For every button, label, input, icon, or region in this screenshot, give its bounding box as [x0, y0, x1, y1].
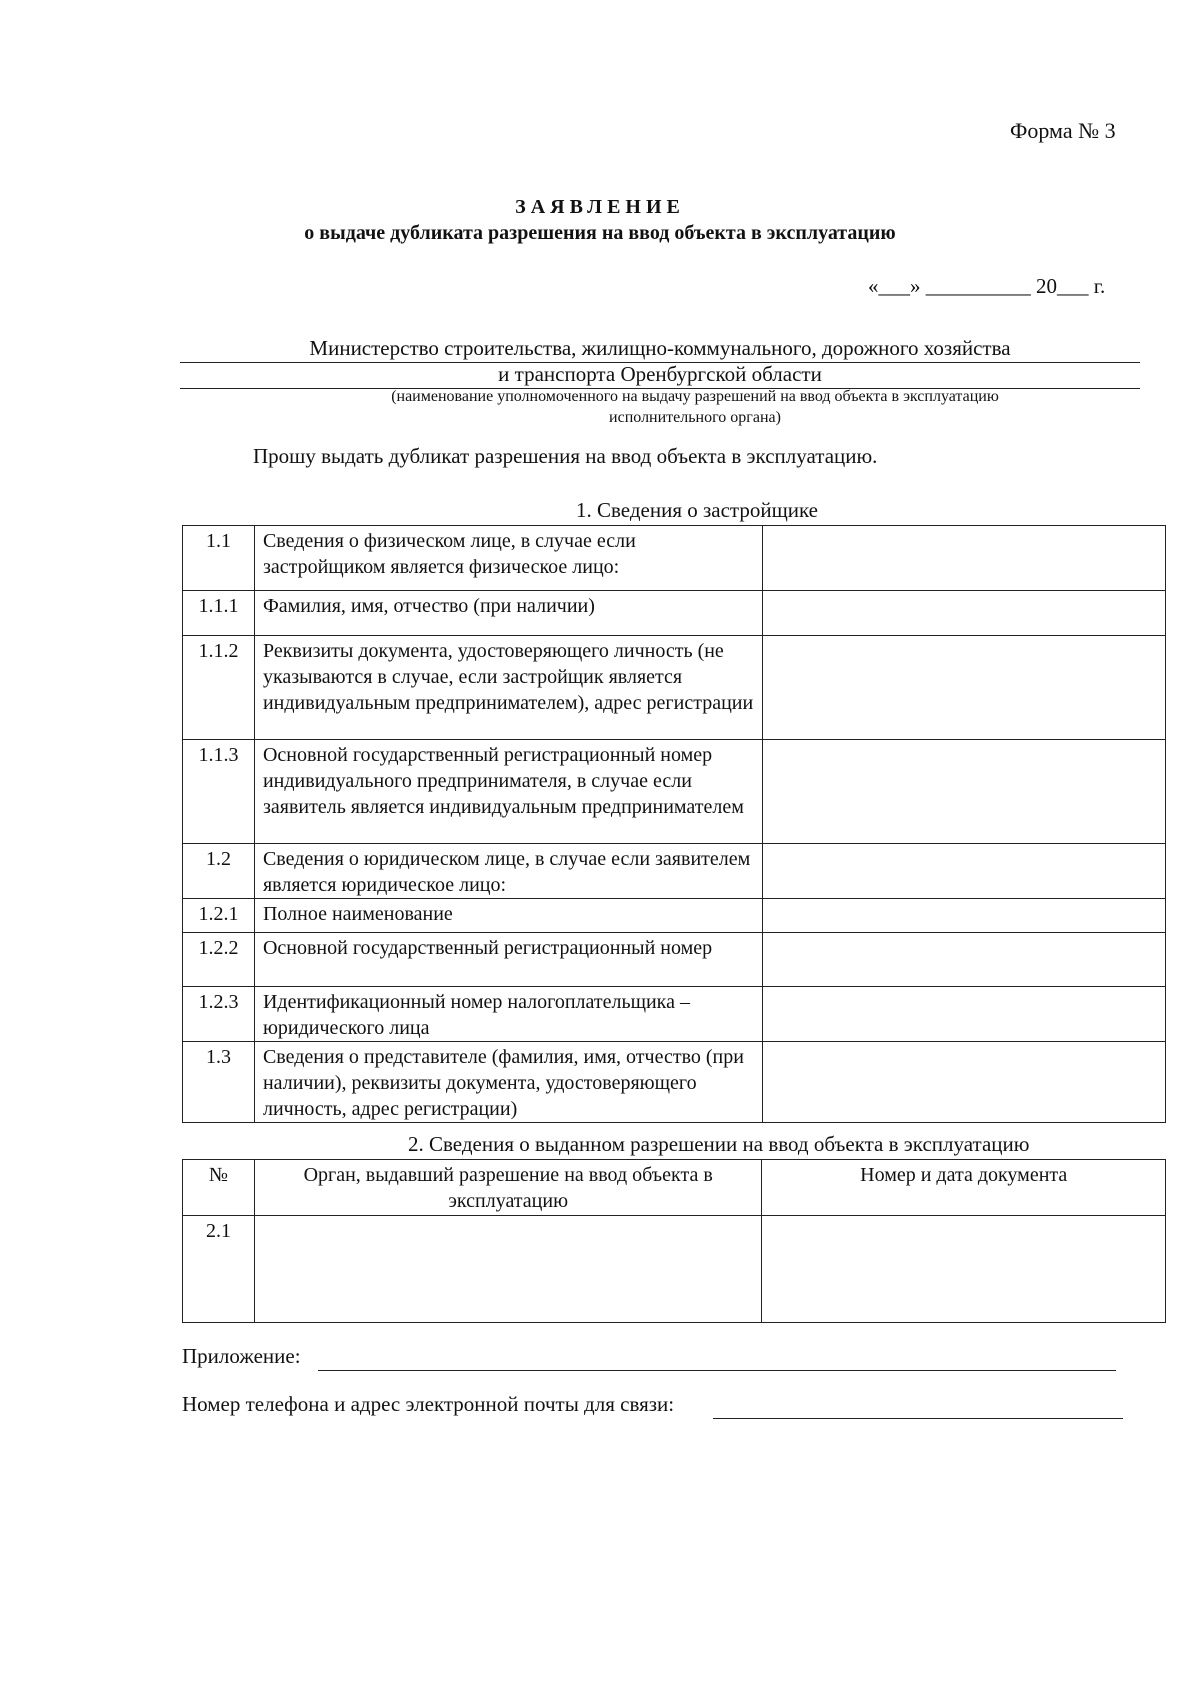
row-number: 1.1.3 — [183, 740, 255, 844]
row-label: Полное наименование — [254, 899, 762, 933]
request-text: Прошу выдать дубликат разрешения на ввод объекта в эксплуатацию. — [253, 444, 878, 468]
contact-label: Номер телефона и адрес электронной почты для связи: — [182, 1392, 675, 1416]
authority-line-1: Министерство строительства, жилищно-коммунального, дорожного хозяйства — [309, 336, 1011, 360]
row-label: Идентификационный номер налогоплательщика – юридического лица — [254, 987, 762, 1042]
table-header-row — [183, 1160, 1166, 1216]
column-header-authority: Орган, выдавший разрешение на ввод объекта в эксплуатацию — [254, 1160, 761, 1216]
number-date-value-cell[interactable] — [762, 1216, 1166, 1323]
row-value-cell[interactable] — [762, 740, 1165, 844]
row-value-cell[interactable] — [762, 636, 1165, 740]
table-row — [183, 899, 1166, 933]
row-number: 1.3 — [183, 1042, 255, 1123]
row-label: Реквизиты документа, удостоверяющего личность (не указываются в случае, если застройщик является индивидуальным предпринимателем), адрес регистрации — [254, 636, 762, 740]
attachment-label: Приложение: — [182, 1344, 301, 1368]
table-row — [183, 591, 1166, 636]
row-label: Сведения о представителе (фамилия, имя, отчество (при наличии), реквизиты документа, удостоверяющего личность, адрес регистрации) — [254, 1042, 762, 1123]
row-label: Сведения о юридическом лице, в случае если заявителем является юридическое лицо: — [254, 844, 762, 899]
contact-field[interactable] — [713, 1392, 1123, 1419]
table-row — [183, 1216, 1166, 1323]
row-label: Сведения о физическом лице, в случае если застройщиком является физическое лицо: — [254, 526, 762, 591]
row-number: 1.1.2 — [183, 636, 255, 740]
section2-title: 2. Сведения о выданном разрешении на ввод объекта в эксплуатацию — [408, 1132, 1030, 1156]
date-field[interactable]: «___» __________ 20___ г. — [868, 274, 1106, 298]
row-label: Фамилия, имя, отчество (при наличии) — [254, 591, 762, 636]
authority-hint-2: исполнительного органа) — [609, 409, 781, 426]
row-value-cell[interactable] — [762, 899, 1165, 933]
table-row — [183, 987, 1166, 1042]
column-header-number: № — [183, 1160, 255, 1216]
row-number: 1.2.3 — [183, 987, 255, 1042]
row-number: 2.1 — [183, 1216, 255, 1323]
row-label: Основной государственный регистрационный номер индивидуального предпринимателя, в случае если заявитель является индивидуальным предпринимателем — [254, 740, 762, 844]
authority-hint-1: (наименование уполномоченного на выдачу разрешений на ввод объекта в эксплуатацию — [391, 388, 999, 405]
section1-title: 1. Сведения о застройщике — [576, 498, 819, 522]
table-row — [183, 526, 1166, 591]
row-number: 1.1.1 — [183, 591, 255, 636]
form-number: Форма № 3 — [1010, 118, 1116, 143]
table-row — [183, 844, 1166, 899]
row-number: 1.1 — [183, 526, 255, 591]
row-value-cell[interactable] — [762, 526, 1165, 591]
row-label: Основной государственный регистрационный номер — [254, 933, 762, 987]
document-subtitle: о выдаче дубликата разрешения на ввод объекта в эксплуатацию — [304, 222, 896, 244]
permit-info-table — [182, 1159, 1166, 1323]
table-row — [183, 636, 1166, 740]
table-row — [183, 740, 1166, 844]
table-row — [183, 1042, 1166, 1123]
developer-info-table — [182, 525, 1166, 1123]
column-header-number-date: Номер и дата документа — [762, 1160, 1166, 1216]
table-row — [183, 933, 1166, 987]
row-value-cell[interactable] — [762, 844, 1165, 899]
row-value-cell[interactable] — [762, 591, 1165, 636]
authority-line-2: и транспорта Оренбургской области — [498, 362, 822, 386]
document-title: ЗАЯВЛЕНИЕ — [515, 196, 685, 218]
row-value-cell[interactable] — [762, 933, 1165, 987]
row-number: 1.2 — [183, 844, 255, 899]
row-number: 1.2.1 — [183, 899, 255, 933]
authority-value-cell[interactable] — [254, 1216, 761, 1323]
row-value-cell[interactable] — [762, 987, 1165, 1042]
row-value-cell[interactable] — [762, 1042, 1165, 1123]
row-number: 1.2.2 — [183, 933, 255, 987]
attachment-field[interactable] — [318, 1344, 1116, 1371]
